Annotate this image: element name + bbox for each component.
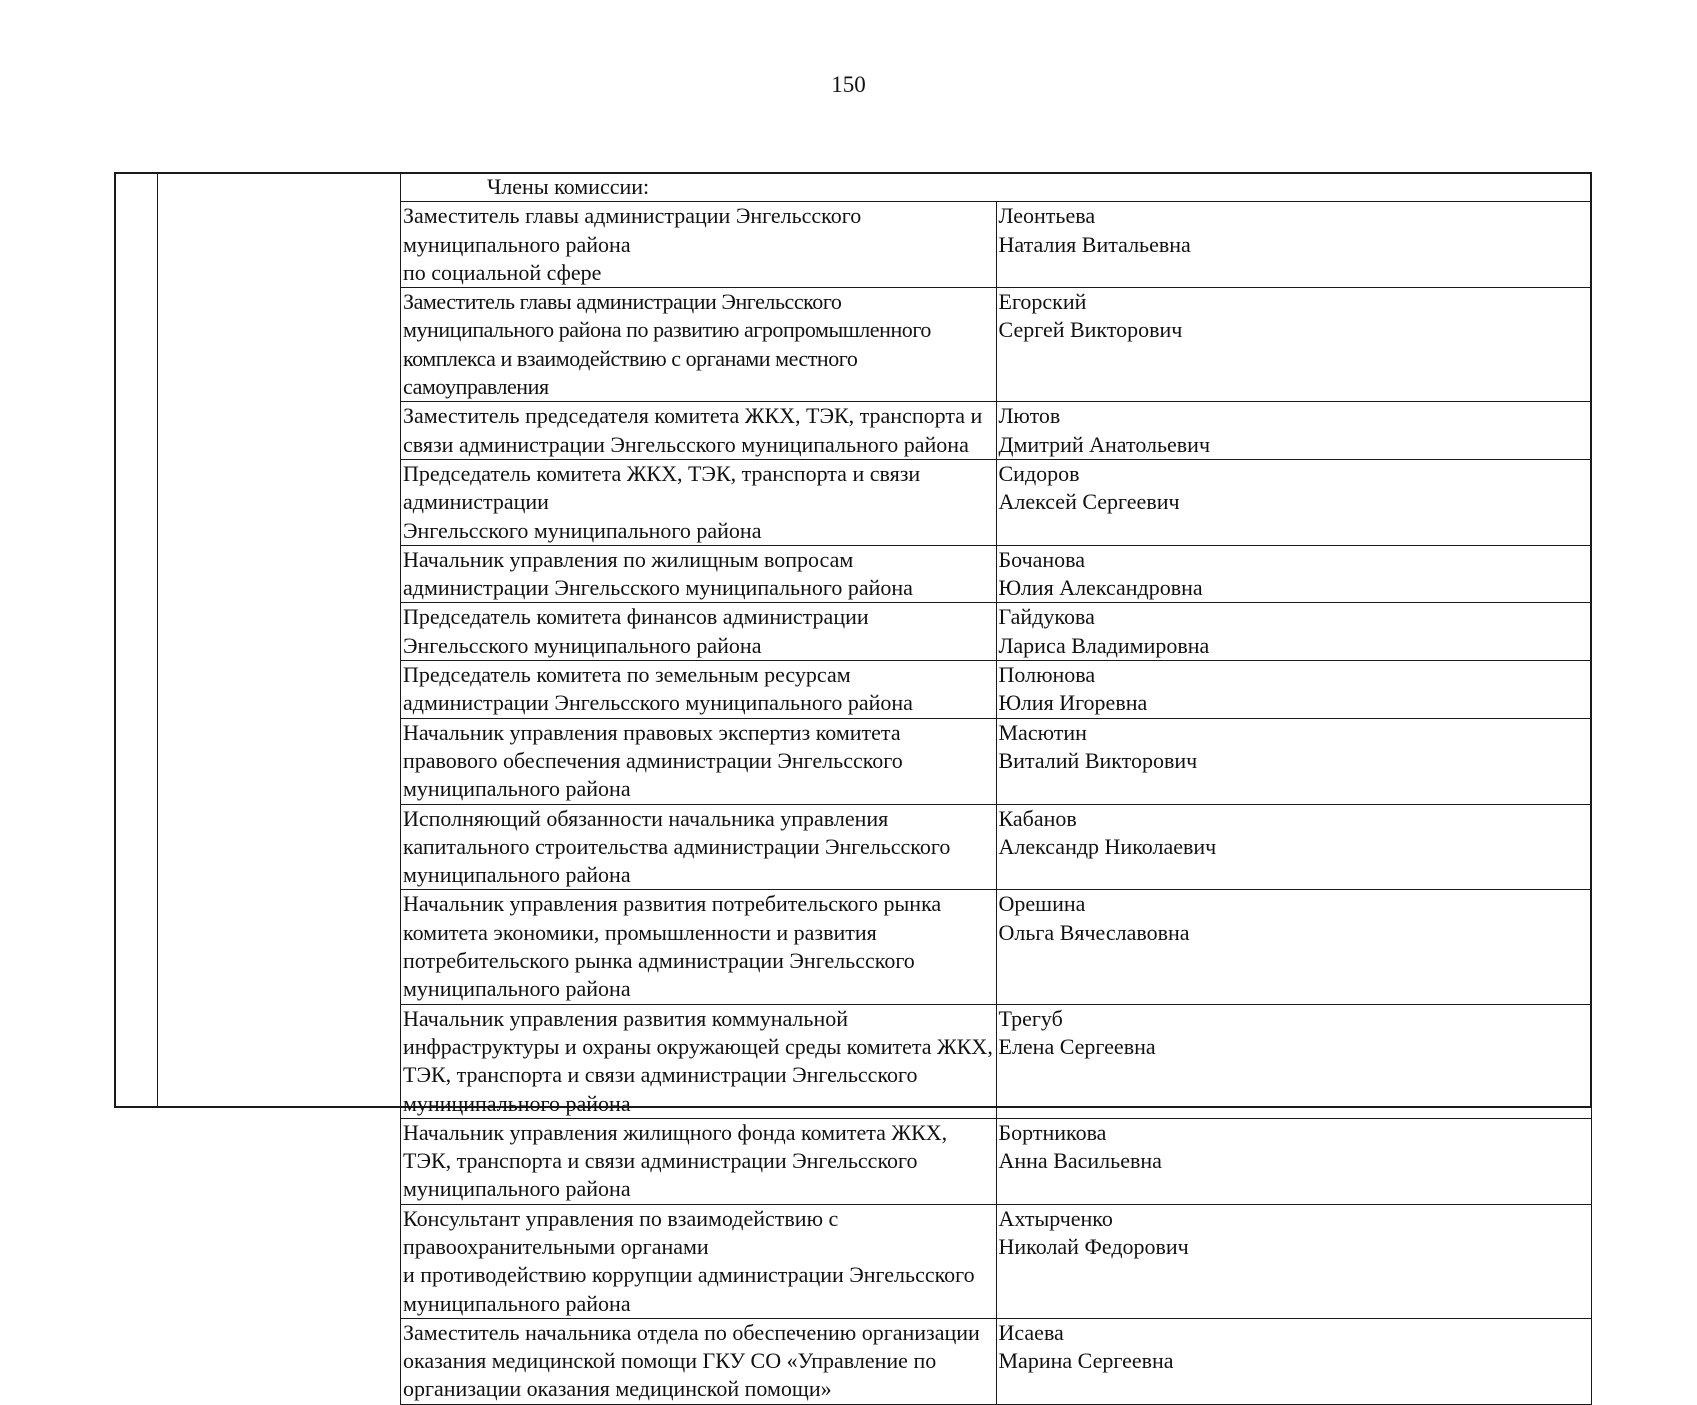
page-number: 150 [831, 72, 866, 97]
member-name [996, 459, 1592, 545]
member-surname: Кабанов [998, 805, 1077, 831]
member-name [996, 1004, 1592, 1118]
member-surname: Сидоров [998, 460, 1080, 486]
member-position: Председатель комитета ЖКХ, ТЭК, транспорта и связи администрации Энгельсского муниципального района [401, 459, 997, 545]
member-name [996, 545, 1592, 603]
member-name [996, 202, 1592, 288]
member-surname: Исаева [998, 1319, 1064, 1345]
table-row [401, 603, 1592, 661]
member-given-names: Виталий Викторович [998, 747, 1198, 773]
member-position: Заместитель начальника отдела по обеспечению организации оказания медицинской помощи ГКУ СО «Управление по организации оказания медицинской помощи» [401, 1318, 997, 1404]
member-given-names: Марина Сергеевна [998, 1348, 1174, 1374]
table-row [401, 1118, 1592, 1204]
member-surname: Бортникова [998, 1119, 1107, 1145]
member-given-names: Наталия Витальевна [998, 231, 1191, 257]
member-given-names: Сергей Викторович [998, 317, 1183, 343]
member-given-names: Алексей Сергеевич [998, 489, 1180, 515]
table-row [401, 661, 1592, 719]
member-name [996, 1204, 1592, 1318]
member-given-names: Дмитрий Анатольевич [998, 431, 1211, 457]
commission-members-heading: Члены комиссии: [401, 173, 1592, 202]
member-position: Заместитель главы администрации Энгельсского муниципального района по развитию агропромышленного комплекса и взаимодействию с органами местного самоуправления [401, 288, 997, 402]
member-position: Заместитель главы администрации Энгельсского муниципального района по социальной сфере [401, 202, 997, 288]
member-name [996, 1318, 1592, 1404]
member-position: Заместитель председателя комитета ЖКХ, ТЭК, транспорта и связи администрации Энгельсского муниципального района [401, 402, 997, 460]
member-position: Председатель комитета финансов администрации Энгельсского муниципального района [401, 603, 997, 661]
table-row [401, 890, 1592, 1004]
member-given-names: Юлия Игоревна [998, 690, 1148, 716]
commission-members-table [400, 172, 1592, 1405]
member-given-names: Елена Сергеевна [998, 1033, 1156, 1059]
table-row [401, 718, 1592, 804]
member-name [996, 661, 1592, 719]
member-name [996, 288, 1592, 402]
member-surname: Бочанова [998, 546, 1086, 572]
member-name [996, 804, 1592, 890]
member-name [996, 890, 1592, 1004]
column-divider-1 [157, 174, 158, 1106]
member-name [996, 402, 1592, 460]
table-row [401, 1318, 1592, 1404]
table-row [401, 804, 1592, 890]
member-given-names: Анна Васильевна [998, 1148, 1162, 1174]
member-surname: Лютов [998, 403, 1061, 429]
member-surname: Ахтырченко [998, 1205, 1113, 1231]
member-surname: Егорский [998, 289, 1087, 315]
table-row [401, 545, 1592, 603]
member-name [996, 718, 1592, 804]
member-given-names: Юлия Александровна [998, 575, 1203, 601]
member-position: Начальник управления развития коммунальной инфраструктуры и охраны окружающей среды комитета ЖКХ, ТЭК, транспорта и связи администрации Энгельсского муниципального района [401, 1004, 997, 1118]
member-name [996, 603, 1592, 661]
member-given-names: Николай Федорович [998, 1233, 1189, 1259]
member-given-names: Александр Николаевич [998, 833, 1217, 859]
member-name [996, 1118, 1592, 1204]
table-row [401, 459, 1592, 545]
member-surname: Масютин [998, 719, 1087, 745]
table-row [401, 402, 1592, 460]
member-position: Начальник управления жилищного фонда комитета ЖКХ, ТЭК, транспорта и связи администрации Энгельсского муниципального района [401, 1118, 997, 1204]
member-position: Начальник управления по жилищным вопросам администрации Энгельсского муниципального района [401, 545, 997, 603]
member-position: Председатель комитета по земельным ресурсам администрации Энгельсского муниципального района [401, 661, 997, 719]
member-surname: Леонтьева [998, 203, 1096, 229]
member-given-names: Лариса Владимировна [998, 632, 1210, 658]
member-surname: Трегуб [998, 1005, 1063, 1031]
member-position: Исполняющий обязанности начальника управления капитального строительства администрации Энгельсского муниципального района [401, 804, 997, 890]
member-position: Начальник управления развития потребительского рынка комитета экономики, промышленности и развития потребительского рынка администрации Энгельсского муниципального района [401, 890, 997, 1004]
table-row [401, 1204, 1592, 1318]
table-row [401, 202, 1592, 288]
member-given-names: Ольга Вячеславовна [998, 919, 1190, 945]
table-row [401, 1004, 1592, 1118]
table-header-row [401, 173, 1592, 202]
member-position: Консультант управления по взаимодействию с правоохранительными органами и противодействию коррупции администрации Энгельсского муниципального района [401, 1204, 997, 1318]
table-row [401, 288, 1592, 402]
member-position: Начальник управления правовых экспертиз комитета правового обеспечения администрации Энгельсского муниципального района [401, 718, 997, 804]
member-surname: Полюнова [998, 662, 1096, 688]
member-surname: Орешина [998, 891, 1086, 917]
member-surname: Гайдукова [998, 604, 1095, 630]
